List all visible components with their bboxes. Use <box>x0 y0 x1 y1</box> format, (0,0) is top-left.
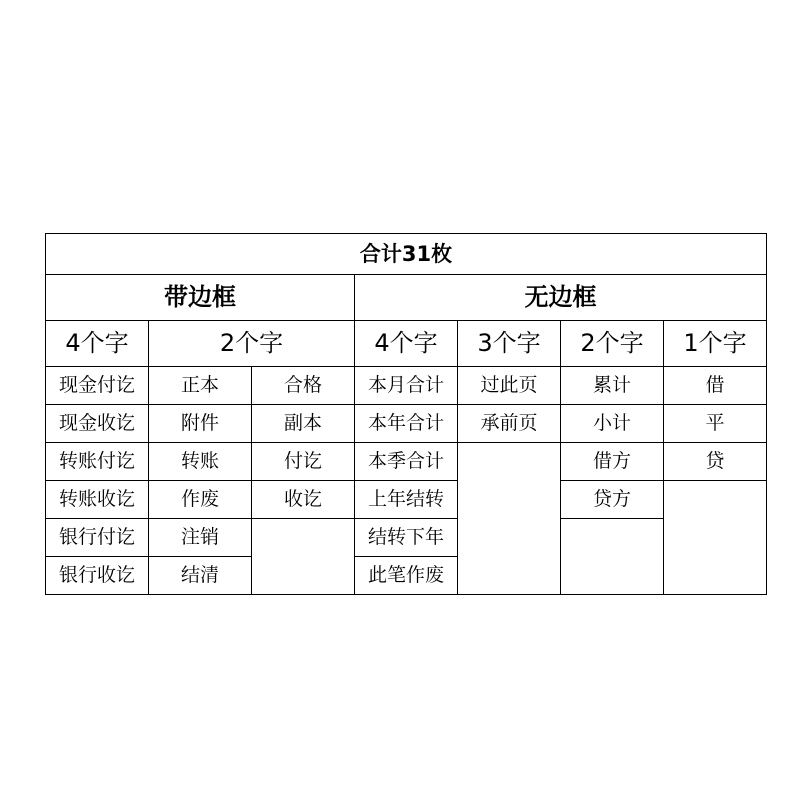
table-cell: 上年结转 <box>355 481 458 519</box>
table-cell: 转账收讫 <box>46 481 149 519</box>
table-cell: 正本 <box>149 367 252 405</box>
table-cell: 现金收讫 <box>46 405 149 443</box>
table-cell: 累计 <box>561 367 664 405</box>
table-cell: 过此页 <box>458 367 561 405</box>
stamp-list-table <box>45 233 767 595</box>
empty-cell <box>664 481 767 595</box>
bordered-2-char-header: 2个字 <box>149 321 355 367</box>
table-cell: 借方 <box>561 443 664 481</box>
table-cell: 转账付讫 <box>46 443 149 481</box>
bordered-4-char-header: 4个字 <box>46 321 149 367</box>
borderless-3-char-header: 3个字 <box>458 321 561 367</box>
empty-cell <box>252 519 355 595</box>
borderless-1-char-header: 1个字 <box>664 321 767 367</box>
borderless-4-char-header: 4个字 <box>355 321 458 367</box>
empty-cell <box>561 519 664 595</box>
table-title: 合计31枚 <box>46 234 767 275</box>
table-cell: 银行收讫 <box>46 557 149 595</box>
borderless-2-char-header: 2个字 <box>561 321 664 367</box>
table-cell: 本年合计 <box>355 405 458 443</box>
table-cell: 此笔作废 <box>355 557 458 595</box>
group-borderless-header: 无边框 <box>355 275 767 321</box>
table-cell: 副本 <box>252 405 355 443</box>
table-cell: 贷 <box>664 443 767 481</box>
table-cell: 付讫 <box>252 443 355 481</box>
table-cell: 本月合计 <box>355 367 458 405</box>
table-cell: 收讫 <box>252 481 355 519</box>
table-cell: 借 <box>664 367 767 405</box>
table-cell: 小计 <box>561 405 664 443</box>
table-cell: 合格 <box>252 367 355 405</box>
table-cell: 承前页 <box>458 405 561 443</box>
table-cell: 附件 <box>149 405 252 443</box>
table-cell: 贷方 <box>561 481 664 519</box>
table-cell: 结转下年 <box>355 519 458 557</box>
table-cell: 转账 <box>149 443 252 481</box>
table-cell: 银行付讫 <box>46 519 149 557</box>
table-cell: 平 <box>664 405 767 443</box>
empty-cell <box>458 443 561 595</box>
table-cell: 结清 <box>149 557 252 595</box>
table-cell: 注销 <box>149 519 252 557</box>
table-cell: 现金付讫 <box>46 367 149 405</box>
table-cell: 作废 <box>149 481 252 519</box>
table-cell: 本季合计 <box>355 443 458 481</box>
group-bordered-header: 带边框 <box>46 275 355 321</box>
